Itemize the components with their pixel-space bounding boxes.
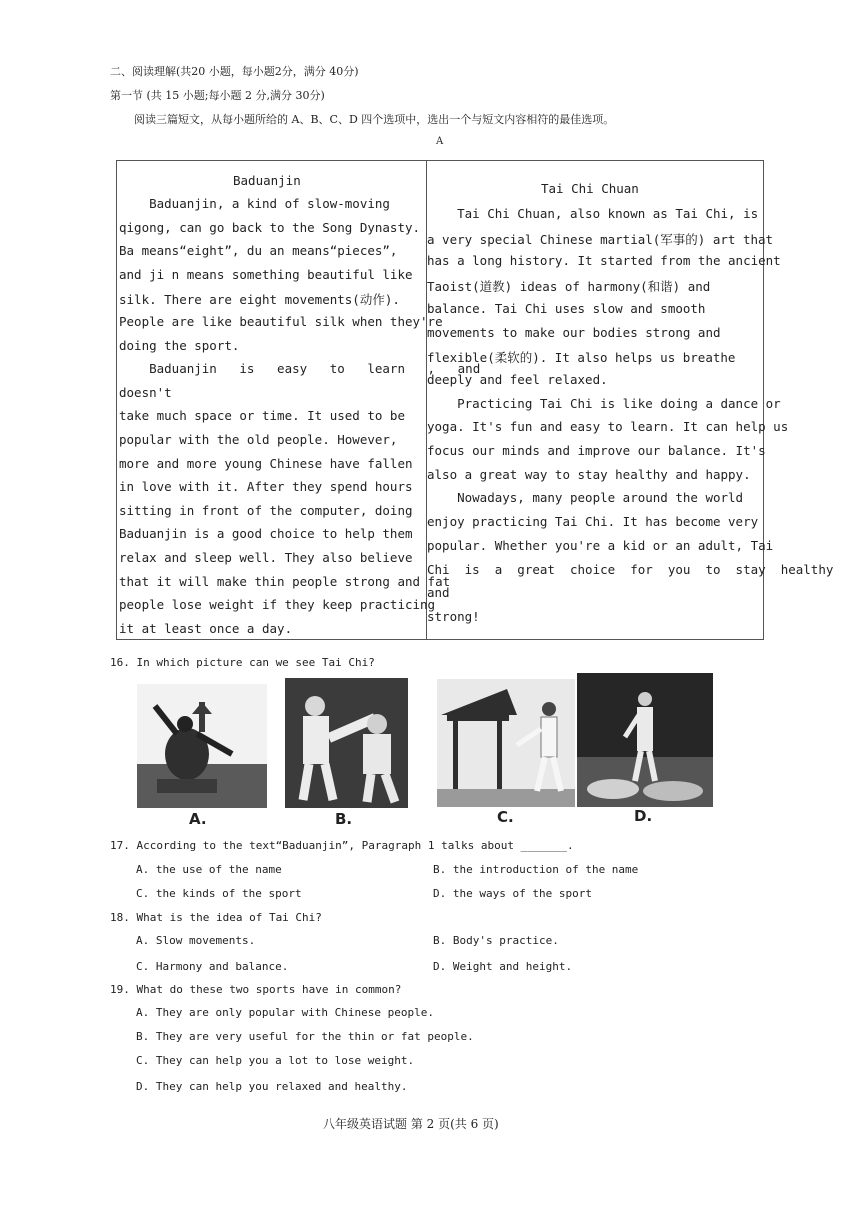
passage-line: Practicing Tai Chi is like doing a dance or	[427, 395, 781, 411]
section-title: 二、阅读理解(共20 小题，每小题2分，满分 40分)	[110, 65, 359, 78]
passage-line: and	[427, 585, 450, 601]
option-d-picture	[577, 673, 713, 807]
passage-line: people lose weight if they keep practicing	[119, 597, 436, 613]
passage-line: more and more young Chinese have fallen	[119, 455, 413, 471]
question-19-option-a[interactable]: A. They are only popular with Chinese people.	[136, 1006, 435, 1019]
passage-line: balance. Tai Chi uses slow and smooth	[427, 300, 706, 316]
passage-line: also a great way to stay healthy and happy.	[427, 466, 751, 482]
passage-line: Baduanjin is easy to learn , and	[119, 361, 481, 377]
passage-line: a very special Chinese martial(军事的) art that	[427, 231, 774, 247]
question-17-option-c[interactable]: C. the kinds of the sport	[136, 887, 302, 900]
passage-line: focus our minds and improve our balance. It's	[427, 443, 766, 458]
passage-line: has a long history. It started from the ancient	[427, 253, 781, 269]
question-17-option-d[interactable]: D. the ways of the sport	[433, 887, 592, 900]
question-17-option-b[interactable]: B. the introduction of the name	[433, 863, 639, 876]
passage-line: that it will make thin people strong and fat	[119, 573, 451, 589]
passage-line: Baduanjin is a good choice to help them	[119, 526, 413, 542]
question-18-option-c[interactable]: C. Harmony and balance.	[136, 960, 289, 973]
passage-line: Ba means“eight”, du an means“pieces”,	[119, 243, 398, 259]
option-a-label: A.	[189, 810, 207, 828]
question-16-stem: 16. In which picture can we see Tai Chi?	[110, 656, 375, 669]
option-b-picture	[285, 678, 408, 808]
option-b-label: B.	[335, 810, 353, 828]
option-c-picture	[437, 679, 575, 807]
passage-line: Baduanjin, a kind of slow-moving	[119, 196, 390, 211]
passage-line: enjoy practicing Tai Chi. It has become very	[427, 514, 759, 530]
question-19-option-b[interactable]: B. They are very useful for the thin or fat people.	[136, 1030, 474, 1043]
question-18-option-d[interactable]: D. Weight and height.	[433, 960, 573, 973]
question-19-option-d[interactable]: D. They can help you relaxed and healthy.	[136, 1080, 408, 1093]
passage-line: silk. There are eight movements(动作).	[119, 292, 400, 308]
passage-line: movements to make our bodies strong and	[427, 324, 721, 340]
passage-line: popular. Whether you're a kid or an adult, Tai	[427, 537, 774, 553]
passage-right-title: Tai Chi Chuan	[541, 181, 639, 196]
passage-line: Nowadays, many people around the world	[427, 490, 744, 506]
question-18-stem: 18. What is the idea of Tai Chi?	[110, 911, 322, 924]
passage-line: Tai Chi Chuan, also known as Tai Chi, is	[427, 206, 759, 221]
passage-line: strong!	[427, 608, 480, 624]
passage-line: qigong, can go back to the Song Dynasty.	[119, 219, 421, 235]
passage-line: it at least once a day.	[119, 620, 293, 636]
passage-line: flexible(柔软的). It also helps us breathe	[427, 350, 736, 366]
passage-line: sitting in front of the computer, doing	[119, 502, 413, 518]
passage-line: deeply and feel relaxed.	[427, 371, 608, 387]
passage-line: relax and sleep well. They also believe	[119, 550, 413, 565]
question-17-option-a[interactable]: A. the use of the name	[136, 863, 282, 876]
option-c-label: C.	[497, 808, 514, 826]
question-19-stem: 19. What do these two sports have in common?	[110, 983, 402, 996]
passage-line: popular with the old people. However,	[119, 432, 398, 447]
passage-line: in love with it. After they spend hours	[119, 479, 413, 495]
question-18-option-b[interactable]: B. Body's practice.	[433, 934, 559, 947]
passage-line: doesn't	[119, 384, 172, 400]
passage-line: Chi is a great choice for you to stay healthy	[427, 561, 834, 577]
option-d-label: D.	[634, 807, 653, 825]
passage-line: take much space or time. It used to be	[119, 408, 405, 424]
passage-table	[116, 160, 834, 640]
question-19-option-c[interactable]: C. They can help you a lot to lose weight.	[136, 1054, 415, 1067]
passage-line: People are like beautiful silk when they're	[119, 314, 443, 329]
passage-line: Taoist(道教) ideas of harmony(和谐) and	[427, 279, 711, 295]
question-18-option-a[interactable]: A. Slow movements.	[136, 934, 256, 947]
part-title: 第一节 (共 15 小题;每小题 2 分,满分 30分)	[110, 89, 325, 102]
option-a-picture	[137, 684, 267, 808]
passage-label: A	[436, 136, 444, 147]
page-footer: 八年级英语试题 第 2 页(共 6 页)	[323, 1117, 499, 1131]
passage-left-title: Baduanjin	[233, 173, 301, 188]
passage-line: and ji n means something beautiful like	[119, 266, 413, 282]
passage-line: yoga. It's fun and easy to learn. It can help us	[427, 419, 789, 435]
passage-line: doing the sport.	[119, 337, 240, 353]
question-17-stem: 17. According to the text“Baduanjin”, Paragraph 1 talks about _______.	[110, 839, 574, 852]
instruction: 阅读三篇短文，从每小题所给的 A、B、C、D 四个选项中，选出一个与短文内容相符的最佳选项。	[134, 113, 615, 126]
